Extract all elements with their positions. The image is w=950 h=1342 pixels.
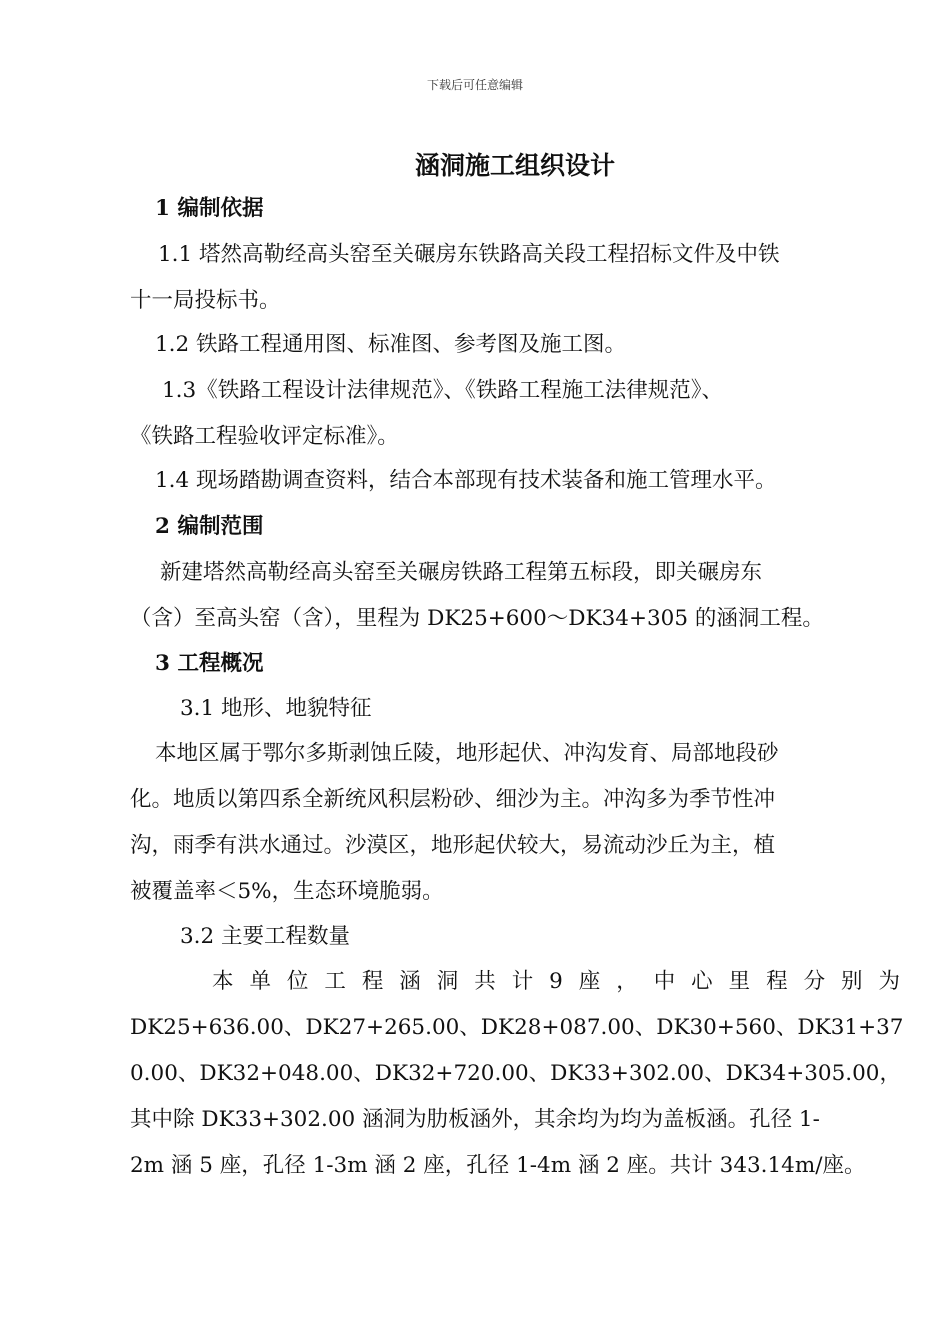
text-line: 十一局投标书。 [130, 288, 281, 313]
section-1-item-1 [130, 232, 900, 324]
section-2-paragraph [130, 550, 900, 642]
section-1-item-3 [130, 368, 900, 460]
document-title: 涵洞施工组织设计 [414, 151, 615, 180]
text-line: 1.1 塔然高勒经高头窑至关碾房东铁路高关段工程招标文件及中铁 [158, 242, 780, 267]
text-line: 0.00、DK32+048.00、DK32+720.00、DK33+302.00、DK34+305.00， [130, 1061, 901, 1086]
text-line: 本地区属于鄂尔多斯剥蚀丘陵，地形起伏、冲沟发育、局部地段砂 [155, 741, 779, 766]
text-line: 本单位工程涵洞共计9座，中心里程分别为 [212, 969, 900, 994]
text-line: 化。地质以第四系全新统风积层粉砂、细沙为主。冲沟多为季节性冲 [130, 787, 776, 812]
page-header-note: 下载后可任意编辑 [426, 78, 523, 92]
text-line: 2m 涵 5 座，孔径 1-3m 涵 2 座，孔径 1-4m 涵 2 座。共计 343.14m/座。 [130, 1153, 866, 1178]
text-line: 《铁路工程验收评定标准》。 [130, 424, 399, 449]
text-line: 1.3《铁路工程设计法律规范》、《铁路工程施工法律规范》、 [162, 378, 723, 403]
text-line: DK25+636.00、DK27+265.00、DK28+087.00、DK30+560、DK31+37 [130, 1015, 904, 1040]
subsection-3-1-paragraph [130, 731, 900, 915]
text-line: （含）至高头窑（含），里程为 DK25+600～DK34+305 的涵洞工程。 [130, 606, 824, 631]
text-line: 被覆盖率＜5%，生态环境脆弱。 [130, 879, 444, 904]
section-1-heading: 1 编制依据 [155, 196, 264, 221]
subsection-3-1-heading: 3.1 地形、地貌特征 [180, 696, 372, 721]
text-line: 沟，雨季有洪水通过。沙漠区，地形起伏较大，易流动沙丘为主，植 [130, 833, 776, 858]
section-1-item-4: 1.4 现场踏勘调查资料，结合本部现有技术装备和施工管理水平。 [155, 468, 777, 493]
text-line: 新建塔然高勒经高头窑至关碾房铁路工程第五标段，即关碾房东 [160, 560, 763, 585]
subsection-3-2-heading: 3.2 主要工程数量 [180, 924, 351, 949]
text-line: 其中除 DK33+302.00 涵洞为肋板涵外，其余均为均为盖板涵。孔径 1- [130, 1107, 820, 1132]
section-2-heading: 2 编制范围 [155, 514, 264, 539]
section-3-heading: 3 工程概况 [155, 651, 264, 676]
section-1-item-2: 1.2 铁路工程通用图、标准图、参考图及施工图。 [155, 332, 627, 357]
subsection-3-2-paragraph [130, 959, 904, 1189]
